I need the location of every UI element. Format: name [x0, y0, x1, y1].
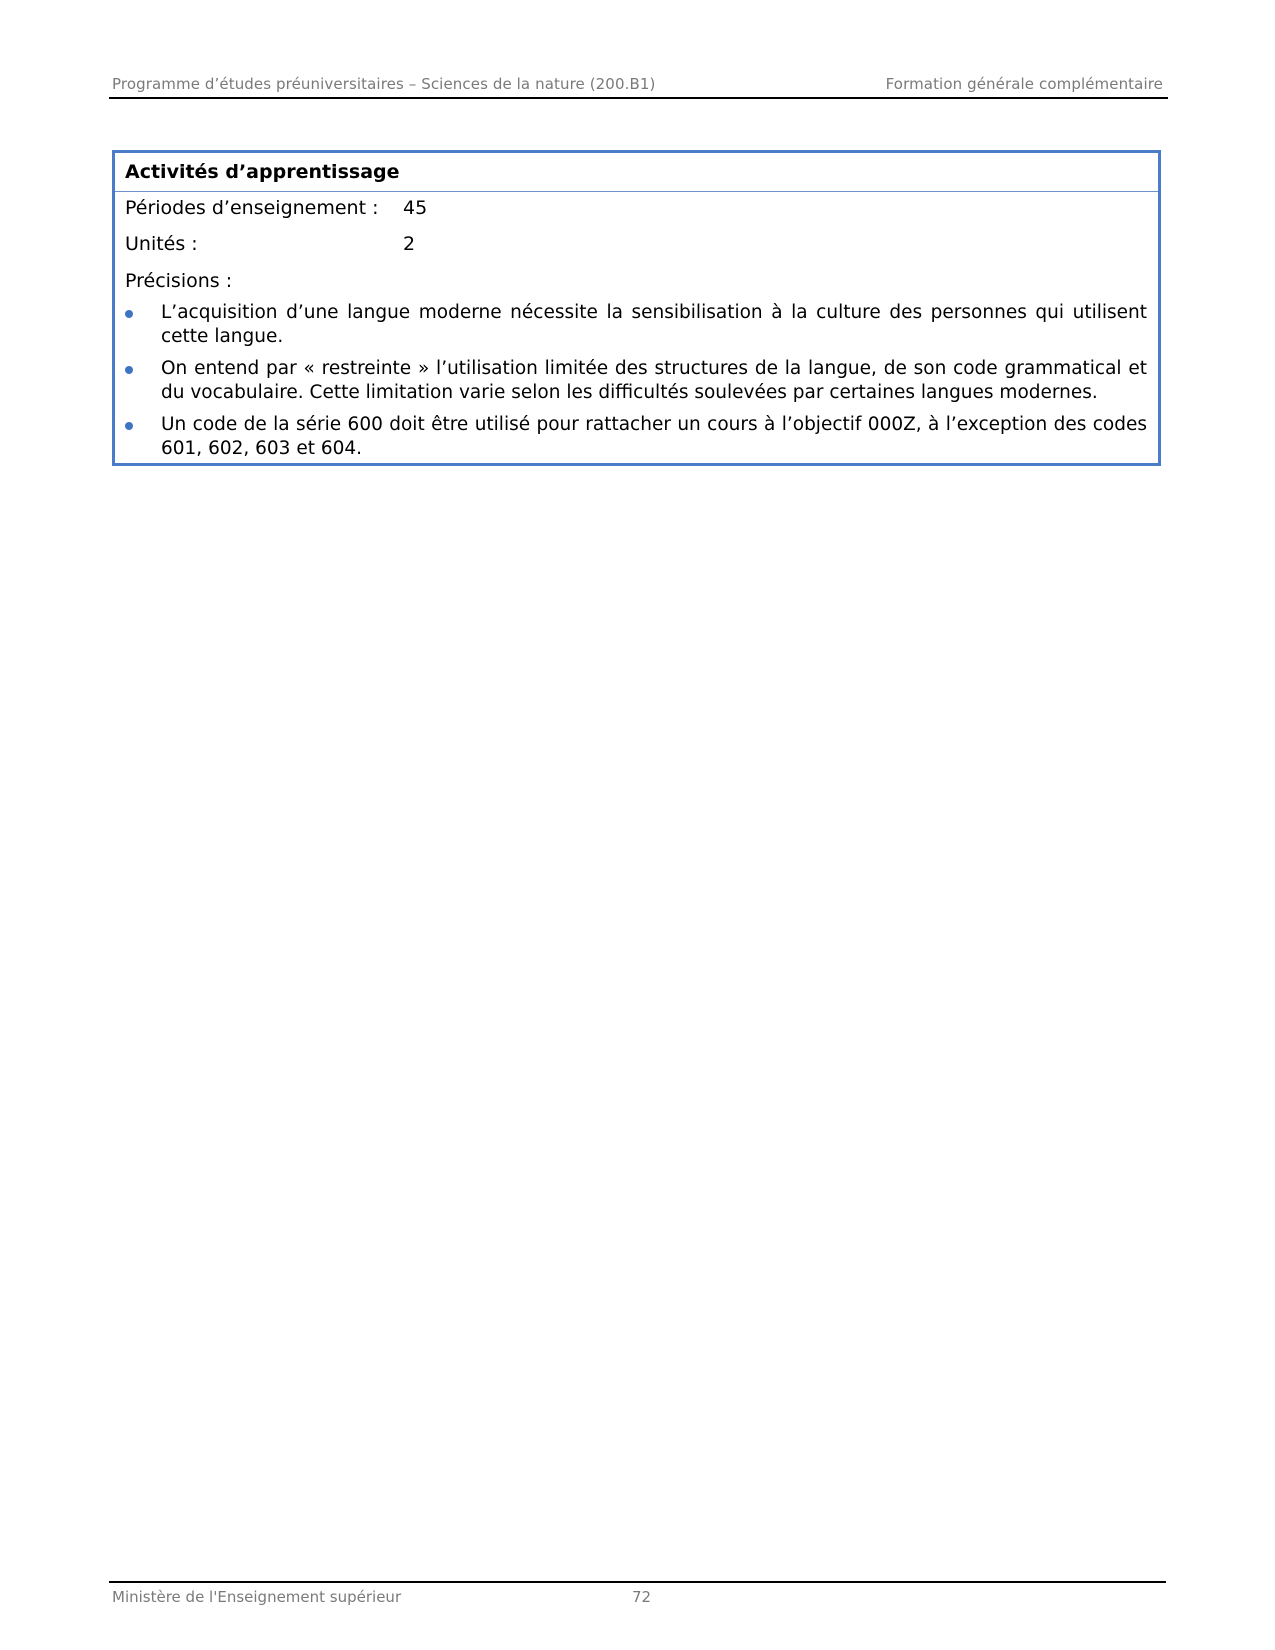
footer-ministry: Ministère de l'Enseignement supérieur	[112, 1588, 402, 1606]
units-value: 2	[403, 233, 416, 255]
periods-label: Périodes d’enseignement :	[125, 197, 379, 219]
precision-text: L’acquisition d’une langue moderne nécessite la sensibilisation à la culture des personnes qui utilisent cette langue.	[161, 302, 1147, 347]
activities-box	[112, 150, 1161, 466]
precision-text: Un code de la série 600 doit être utilisé pour rattacher un cours à l’objectif 000Z, à l’exception des codes 601, 602, 603 et 604.	[161, 414, 1147, 459]
list-item	[115, 357, 1158, 405]
list-item	[115, 301, 1158, 349]
activities-title: Activités d’apprentissage	[125, 161, 400, 183]
page-number: 72	[632, 1588, 652, 1606]
bullet-icon	[125, 422, 133, 430]
bullet-icon	[125, 310, 133, 318]
precisions-label: Précisions :	[125, 270, 233, 292]
header-section-title: Formation générale complémentaire	[885, 75, 1163, 93]
page-header	[109, 72, 1168, 99]
header-program-title: Programme d’études préuniversitaires – Sciences de la nature (200.B1)	[112, 75, 656, 93]
activities-box-header	[115, 153, 1158, 192]
units-label: Unités :	[125, 233, 198, 255]
bullet-icon	[125, 366, 133, 374]
page-footer	[109, 1581, 1166, 1613]
precisions-list	[115, 301, 1158, 469]
list-item	[115, 413, 1158, 461]
precision-text: On entend par « restreinte » l’utilisation limitée des structures de la langue, de son code grammatical et du vocabulaire. Cette limitation varie selon les difficultés soulevées par certaines langues modernes.	[161, 358, 1147, 403]
periods-value: 45	[403, 197, 428, 219]
